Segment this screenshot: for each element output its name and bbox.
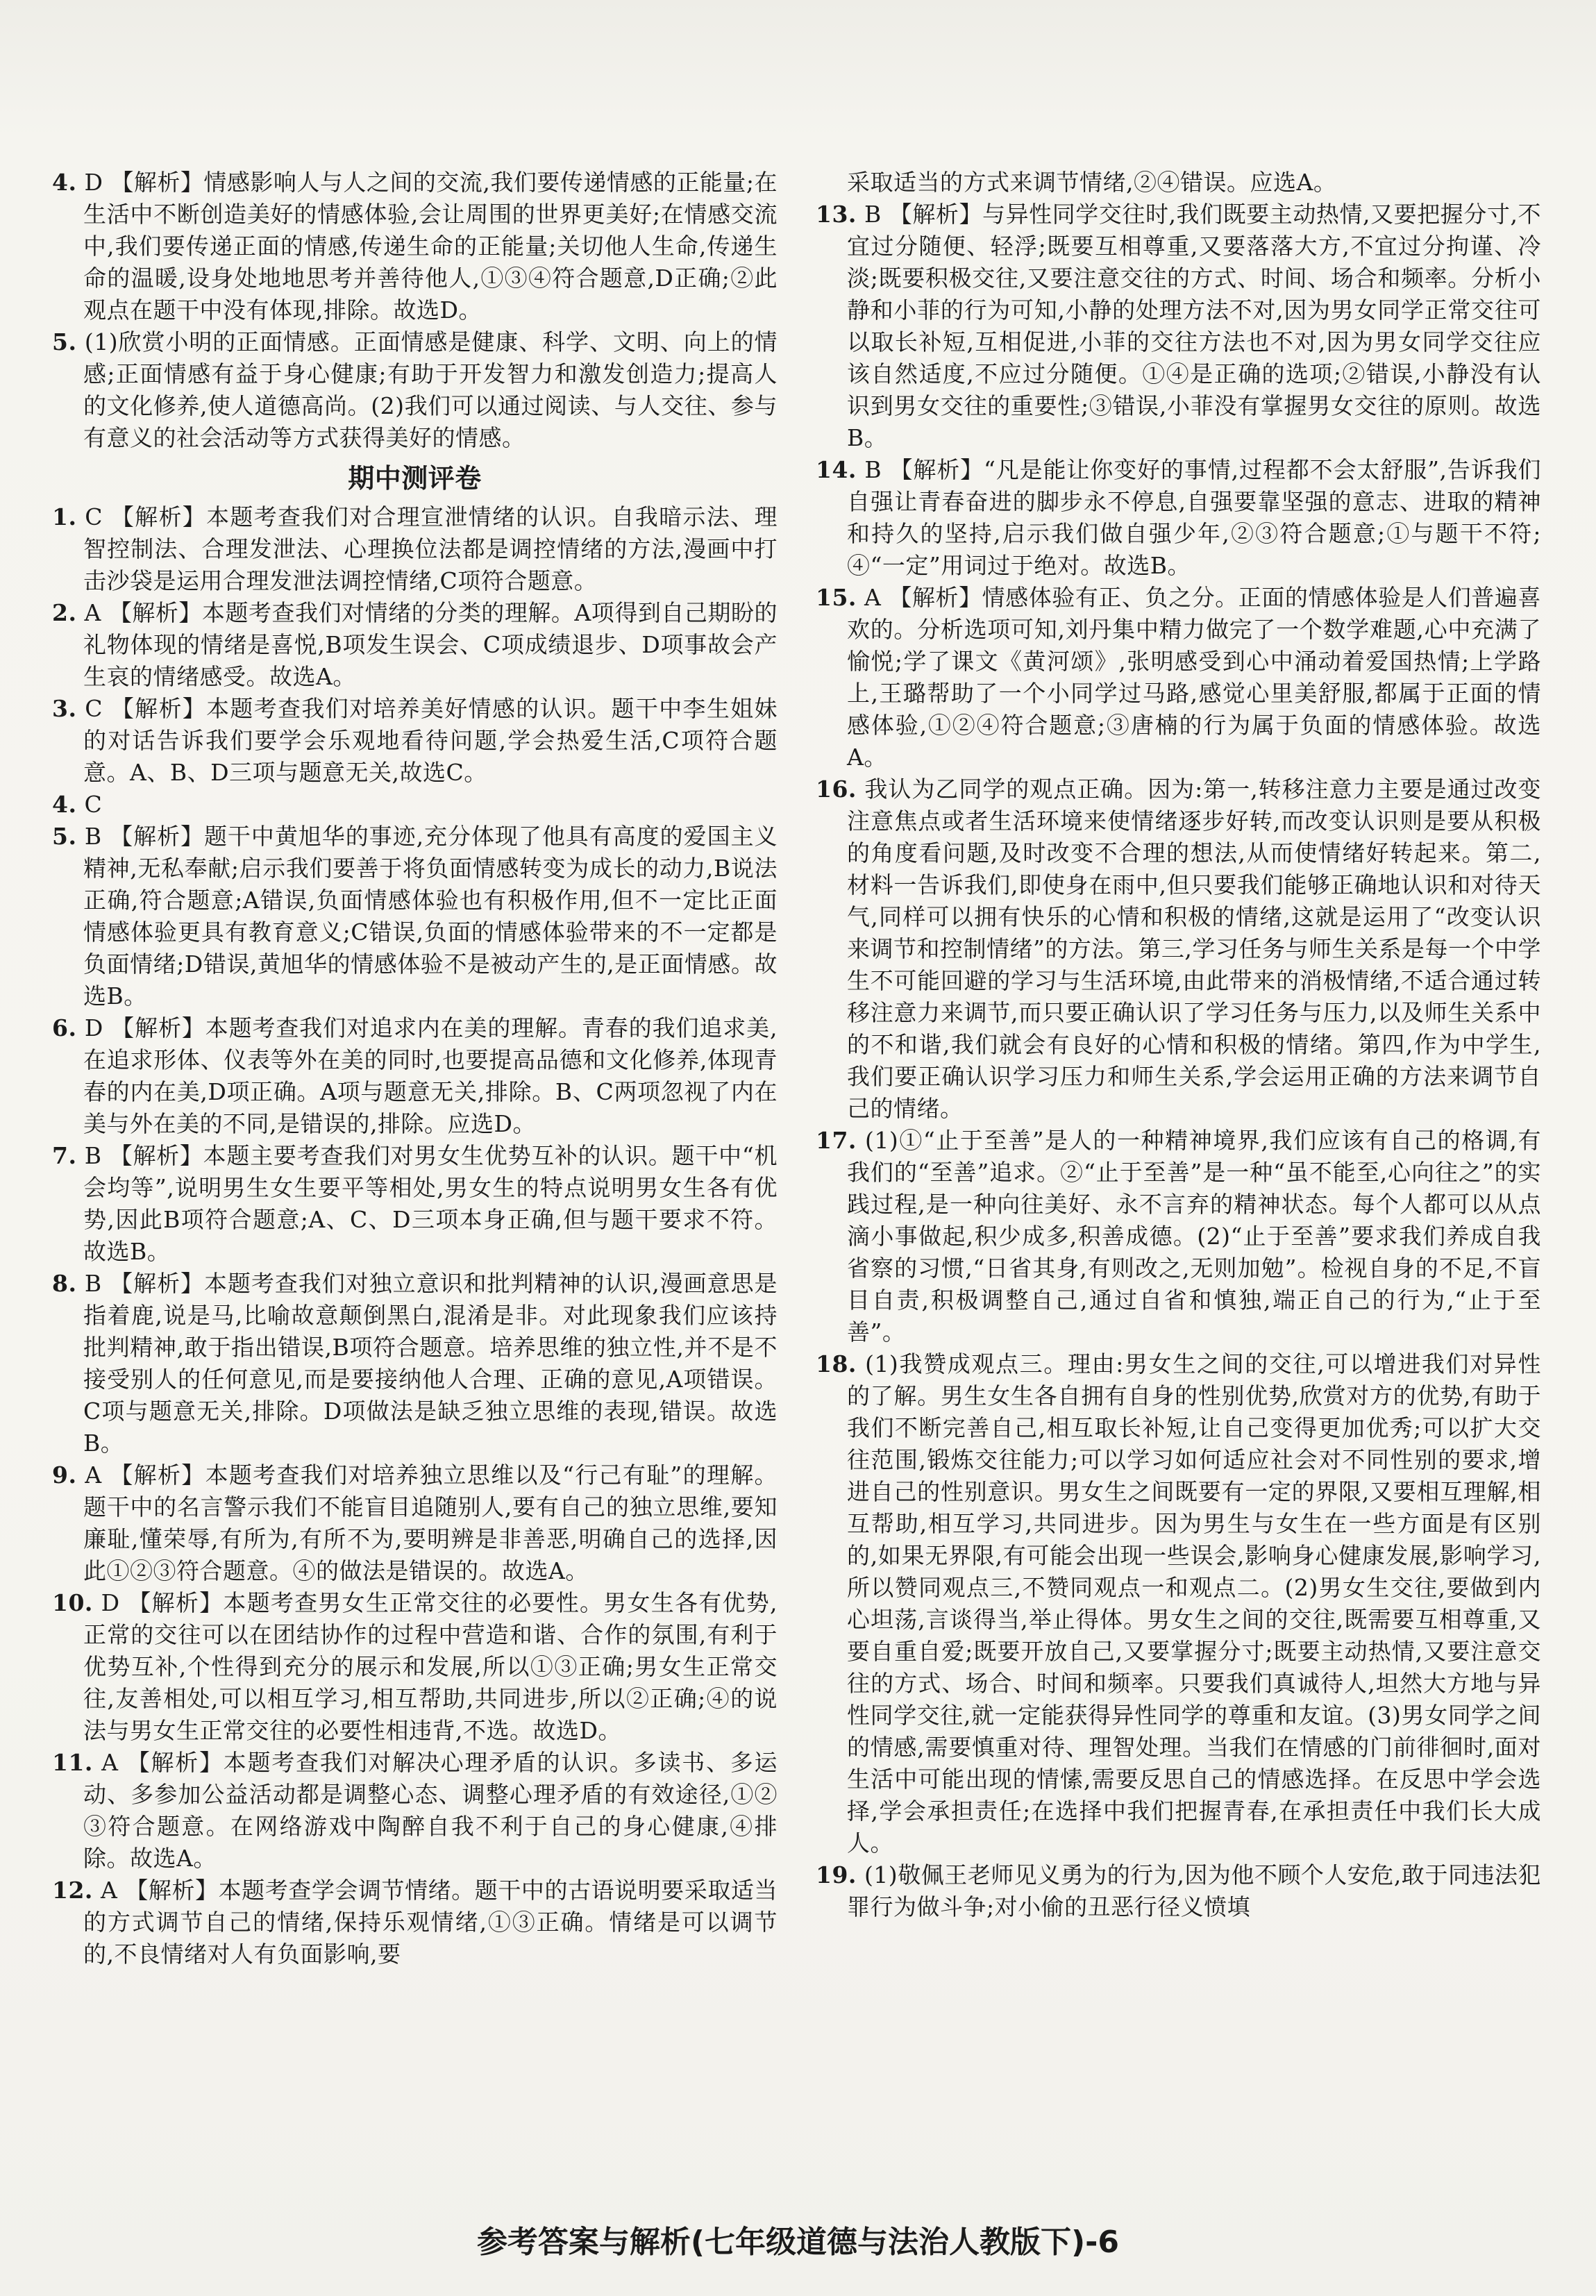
answer-item: 16. 我认为乙同学的观点正确。因为:第一,转移注意力主要是通过改变注意焦点或者生活环境来使情绪逐步好转,而改变认识则是要从积极的角度看问题,及时改变不合理的想法,从而使情绪好转起来。第二,材料一告诉我们,即使身在雨中,但只要我们能够正确地认识和对待天气,同样可以拥有快乐的心情和积极的情绪,这就是运用了“改变认识来调节和控制情绪”的方法。第三,学习任务与师生关系是每一个中学生不可能回避的学习与生活环境,由此带来的消极情绪,不适合通过转移注意力来调节,而只要正确认识了学习任务与压力,以及师生关系中的不和谐,我们就会有良好的心情和积极的情绪。第四,作为中学生,我们要正确认识学习压力和师生关系,学会运用正确的方法来调节自己的情绪。 — [816, 776, 1542, 1122]
answer-item: 14. B 【解析】“凡是能让你变好的事情,过程都不会太舒服”,告诉我们自强让青春奋进的脚步永不停息,自强要靠坚强的意志、进取的精神和持久的坚持,启示我们做自强少年,②③符合题意;①与题干不符;④“一定”用词过于绝对。故选B。 — [816, 456, 1541, 579]
answer-item: 13. B 【解析】与异性同学交往时,我们既要主动热情,又要把握分寸,不宜过分随便、轻浮;既要互相尊重,又要落落大方,不宜过分拘谨、冷淡;既要积极交往,又要注意交往的方式、时间、场合和频率。分析小静和小菲的行为可知,小静的处理方法不对,因为男女同学正常交往可以取长补短,互相促进,小菲的交往方法也不对,因为男女同学交往应该自然适度,不应过分随便。①④是正确的选项;②错误,小静没有认识到男女交往的重要性;③错误,小菲没有掌握男女交往的原则。故选B。 — [816, 201, 1541, 451]
answer-item: 12. A 【解析】本题考查学会调节情绪。题干中的古语说明要采取适当的方式调节自己的情绪,保持乐观情绪,①③正确。情绪是可以调节的,不良情绪对人有负面影响,要 — [52, 1877, 778, 1968]
answer-item: 3. C 【解析】本题考查我们对培养美好情感的认识。题干中李生姐妹的对话告诉我们要学会乐观地看待问题,学会热爱生活,C项符合题意。A、B、D三项与题意无关,故选C。 — [52, 695, 778, 786]
left-column — [52, 167, 778, 1970]
answer-item: 7. B 【解析】本题主要考查我们对男女生优势互补的认识。题干中“机会均等”,说明男生女生要平等相处,男女生的特点说明男女生各有优势,因此B项符合题意;A、C、D三项本身正确,但与题干要求不符。故选B。 — [52, 1142, 778, 1265]
answer-item: 4. C — [52, 791, 103, 818]
answer-continuation: 采取适当的方式来调节情绪,②④错误。应选A。 — [847, 169, 1337, 196]
answer-item: 8. B 【解析】本题考查我们对独立意识和批判精神的认识,漫画意思是指着鹿,说是马,比喻故意颠倒黑白,混淆是非。对此现象我们应该持批判精神,敢于指出错误,B项符合题意。培养思维的独立性,并不是不接受别人的任何意见,而是要接纳他人合理、正确的意见,A项错误。C项与题意无关,排除。D项做法是缺乏独立思维的表现,错误。故选B。 — [52, 1270, 778, 1457]
answer-item: 11. A 【解析】本题考查我们对解决心理矛盾的认识。多读书、多运动、多参加公益活动都是调整心态、调整心理矛盾的有效途径,①②③符合题意。在网络游戏中陶醉自我不利于自己的身心健康,④排除。故选A。 — [52, 1749, 778, 1872]
answer-item: 18. (1)我赞成观点三。理由:男女生之间的交往,可以增进我们对异性的了解。男生女生各自拥有自身的性别优势,欣赏对方的优势,有助于我们不断完善自己,相互取长补短,让自己变得更加优秀;可以扩大交往范围,锻炼交往能力;可以学习如何适应社会对不同性别的要求,增进自己的性别意识。男女生之间既要有一定的界限,又要相互理解,相互帮助,相互学习,共同进步。因为男生与女生在一些方面是有区别的,如果无界限,有可能会出现一些误会,影响身心健康发展,影响学习,所以赞同观点三,不赞同观点一和观点二。(2)男女生交往,要做到内心坦荡,言谈得当,举止得体。男女生之间的交往,既需要互相尊重,又要自重自爱;既要开放自己,又要掌握分寸;既要主动热情,又要注意交往的方式、场合、时间和频率。只要我们真诚待人,坦然大方地与异性同学交往,就一定能获得异性同学的尊重和友谊。(3)男女同学之间的情感,需要慎重对待、理智处理。当我们在情感的门前徘徊时,面对生活中可能出现的情愫,需要反思自己的情感选择。在反思中学会选择,学会承担责任;在选择中我们把握青春,在承担责任中我们长大成人。 — [816, 1350, 1541, 1857]
answer-item: 17. (1)①“止于至善”是人的一种精神境界,我们应该有自己的格调,有我们的“至善”追求。②“止于至善”是一种“虽不能至,心向往之”的实践过程,是一种向往美好、永不言弃的精神状态。每个人都可以从点滴小事做起,积少成多,积善成德。(2)“止于至善”要求我们养成自我省察的习惯,“日省其身,有则改之,无则加勉”。检视自身的不足,不盲目自责,积极调整自己,通过自省和慎独,端正自己的行为,“止于至善”。 — [816, 1127, 1541, 1346]
answer-item: 5. (1)欣赏小明的正面情感。正面情感是健康、科学、文明、向上的情感;正面情感有益于身心健康;有助于开发智力和激发创造力;提高人的文化修养,使人道德高尚。(2)我们可以通过阅读、与人交往、参与有意义的社会活动等方式获得美好的情感。 — [52, 328, 778, 451]
answer-item: 15. A 【解析】情感体验有正、负之分。正面的情感体验是人们普遍喜欢的。分析选项可知,刘丹集中精力做完了一个数学难题,心中充满了愉悦;学了课文《黄河颂》,张明感受到心中涌动着爱国热情;上学路上,王璐帮助了一个小同学过马路,感觉心里美舒服,都属于正面的情感体验,①②④符合题意;③唐楠的行为属于负面的情感体验。故选A。 — [816, 584, 1541, 771]
page-footer: 参考答案与解析(七年级道德与法治人教版下)-6 — [476, 2224, 1120, 2260]
answer-item: 6. D 【解析】本题考查我们对追求内在美的理解。青春的我们追求美,在追求形体、仪表等外在美的同时,也要提高品德和文化修养,体现青春的内在美,D项正确。A项与题意无关,排除。B、C两项忽视了内在美与外在美的不同,是错误的,排除。应选D。 — [52, 1014, 778, 1137]
section-title: 期中测评卷 — [348, 463, 482, 494]
answer-item: 5. B 【解析】题干中黄旭华的事迹,充分体现了他具有高度的爱国主义精神,无私奉献;启示我们要善于将负面情感转变为成长的动力,B说法正确,符合题意;A错误,负面情感体验也有积极作用,但不一定比正面情感体验更具有教育意义;C错误,负面的情感体验带来的不一定都是负面情绪;D错误,黄旭华的情感体验不是被动产生的,是正面情感。故选B。 — [52, 823, 778, 1009]
answer-item: 4. D 【解析】情感影响人与人之间的交流,我们要传递情感的正能量;在生活中不断创造美好的情感体验,会让周围的世界更美好;在情感交流中,我们要传递正面的情感,传递生命的正能量;关切他人生命,传递生命的温暖,设身处地地思考并善待他人,①③④符合题意,D正确;②此观点在题干中没有体现,排除。故选D。 — [52, 169, 778, 324]
answer-item: 2. A 【解析】本题考查我们对情绪的分类的理解。A项得到自己期盼的礼物体现的情绪是喜悦,B项发生误会、C项成绩退步、D项事故会产生哀的情绪感受。故选A。 — [52, 599, 778, 690]
answer-item: 19. (1)敬佩王老师见义勇为的行为,因为他不顾个人安危,敢于同违法犯罪行为做斗争;对小偷的丑恶行径义愤填 — [816, 1861, 1541, 1920]
answer-item: 9. A 【解析】本题考查我们对培养独立思维以及“行己有耻”的理解。题干中的名言警示我们不能盲目追随别人,要有自己的独立思维,要知廉耻,懂荣辱,有所为,有所不为,要明辨是非善恶,明确自己的选择,因此①②③符合题意。④的做法是错误的。故选A。 — [52, 1461, 778, 1584]
answer-item: 1. C 【解析】本题考查我们对合理宣泄情绪的认识。自我暗示法、理智控制法、合理发泄法、心理换位法都是调控情绪的方法,漫画中打击沙袋是运用合理发泄法调控情绪,C项符合题意。 — [52, 503, 778, 594]
right-column — [816, 167, 1541, 1923]
answer-item: 10. D 【解析】本题考查男女生正常交往的必要性。男女生各有优势,正常的交往可以在团结协作的过程中营造和谐、合作的氛围,有利于优势互补,个性得到充分的展示和发展,所以①③正确;男女生正常交往,友善相处,可以相互学习,相互帮助,共同进步,所以②正确;④的说法与男女生正常交往的必要性相违背,不选。故选D。 — [52, 1589, 778, 1744]
